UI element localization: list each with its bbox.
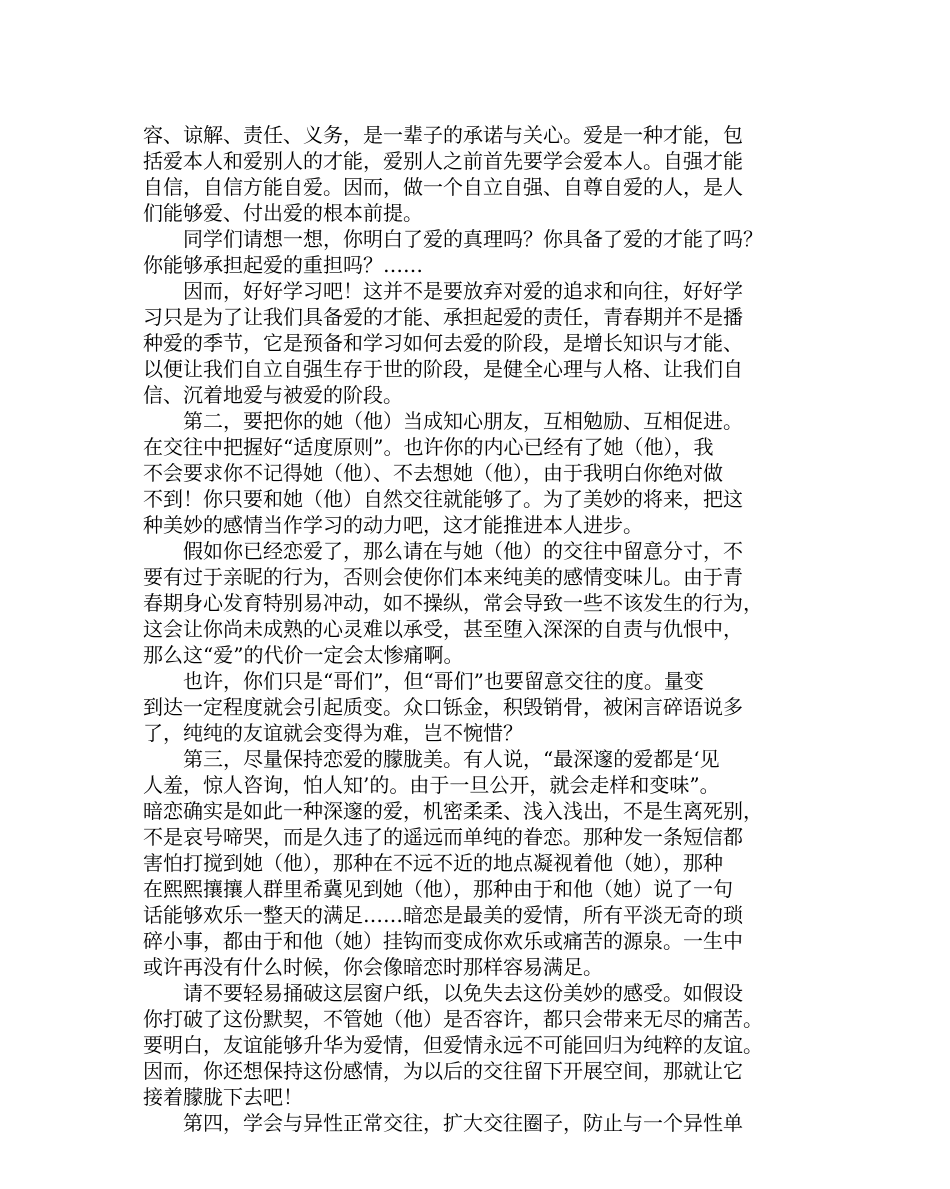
- text-line: 也许，你们只是“哥们”，但“哥们”也要留意交往的度。量变: [183, 669, 704, 693]
- text-line: 人羞，惊人咨询，怕人知’的。由于一旦公开，就会走样和变味”。: [143, 773, 720, 797]
- paragraph: [143, 538, 807, 668]
- paragraph: [143, 980, 807, 1110]
- text-line: 们能够爱、付出爱的根本前提。: [143, 201, 423, 225]
- document-page: [143, 122, 807, 1136]
- text-line: 这会让你尚未成熟的心灵难以承受，甚至堕入深深的自责与仇恨中，: [143, 617, 743, 641]
- text-line: 第三，尽量保持恋爱的朦胧美。有人说，“最深邃的爱都是‘见: [183, 747, 720, 771]
- text-line: 你能够承担起爱的重担吗？……: [143, 253, 423, 277]
- paragraph: [143, 746, 807, 980]
- text-line: 不会要求你不记得她（他）、不去想她（他），由于我明白你绝对做: [143, 461, 723, 485]
- text-line: 种美妙的感情当作学习的动力吧，这才能推进本人进步。: [143, 513, 643, 537]
- paragraph: [143, 1110, 807, 1136]
- text-line: 要有过于亲昵的行为，否则会使你们本来纯美的感情变味儿。由于青: [143, 565, 743, 589]
- text-line: 自信，自信方能自爱。因而，做一个自立自强、自尊自爱的人，是人: [143, 175, 743, 199]
- text-line: 请不要轻易捅破这层窗户纸，以免失去这份美妙的感受。如假设: [183, 981, 743, 1005]
- text-line: 第四，学会与异性正常交往，扩大交往圈子，防止与一个异性单: [183, 1111, 743, 1135]
- text-line: 害怕打搅到她（他），那种在不远不近的地点凝视着他（她），那种: [143, 851, 723, 875]
- text-line: 那么这“爱”的代价一定会太惨痛啊。: [143, 643, 464, 667]
- text-line: 因而，你还想保持这份感情，为以后的交往留下开展空间，那就让它: [143, 1059, 743, 1083]
- text-line: 你打破了这份默契，不管她（他）是否容许，都只会带来无尽的痛苦。: [143, 1007, 763, 1031]
- text-line: 在交往中把握好“适度原则”。也许你的内心已经有了她（他），我: [143, 435, 714, 459]
- text-line: 了，纯纯的友谊就会变得为难，岂不惋惜？: [143, 721, 523, 745]
- text-line: 或许再没有什么时候，你会像暗恋时那样容易满足。: [143, 955, 603, 979]
- text-line: 信、沉着地爱与被爱的阶段。: [143, 383, 403, 407]
- text-line: 种爱的季节，它是预备和学习如何去爱的阶段，是增长知识与才能、: [143, 331, 743, 355]
- text-line: 春期身心发育特别易冲动，如不操纵，常会导致一些不该发生的行为，: [143, 591, 763, 615]
- text-line: 以便让我们自立自强生存于世的阶段，是健全心理与人格、让我们自: [143, 357, 743, 381]
- text-line: 因而，好好学习吧！这并不是要放弃对爱的追求和向往，好好学: [183, 279, 743, 303]
- text-line: 暗恋确实是如此一种深邃的爱，机密柔柔、浅入浅出，不是生离死别，: [143, 799, 763, 823]
- paragraph: [143, 668, 807, 746]
- text-line: 假如你已经恋爱了，那么请在与她（他）的交往中留意分寸，不: [183, 539, 743, 563]
- text-line: 话能够欢乐一整天的满足……暗恋是最美的爱情，所有平淡无奇的琐: [143, 903, 743, 927]
- text-line: 第二，要把你的她（他）当成知心朋友，互相勉励、互相促进。: [183, 409, 743, 433]
- text-line: 容、谅解、责任、义务，是一辈子的承诺与关心。爱是一种才能，包: [143, 123, 743, 147]
- text-line: 到达一定程度就会引起质变。众口铄金，积毁销骨，被闲言碎语说多: [143, 695, 743, 719]
- text-line: 碎小事，都由于和他（她）挂钩而变成你欢乐或痛苦的源泉。一生中: [143, 929, 743, 953]
- text-line: 不是哀号啼哭，而是久违了的遥远而单纯的眷恋。那种发一条短信都: [143, 825, 743, 849]
- text-line: 括爱本人和爱别人的才能，爱别人之前首先要学会爱本人。自强才能: [143, 149, 743, 173]
- text-line: 同学们请想一想，你明白了爱的真理吗？你具备了爱的才能了吗？: [183, 227, 763, 251]
- paragraph: [143, 122, 807, 226]
- paragraph: [143, 226, 807, 278]
- paragraph: [143, 408, 807, 538]
- text-line: 在熙熙攘攘人群里希冀见到她（他），那种由于和他（她）说了一句: [143, 877, 733, 901]
- text-line: 要明白，友谊能够升华为爱情，但爱情永远不可能回归为纯粹的友谊。: [143, 1033, 763, 1057]
- text-line: 接着朦胧下去吧！: [143, 1085, 303, 1109]
- text-line: 不到！你只要和她（他）自然交往就能够了。为了美妙的将来，把这: [143, 487, 743, 511]
- paragraph: [143, 278, 807, 408]
- text-line: 习只是为了让我们具备爱的才能、承担起爱的责任，青春期并不是播: [143, 305, 743, 329]
